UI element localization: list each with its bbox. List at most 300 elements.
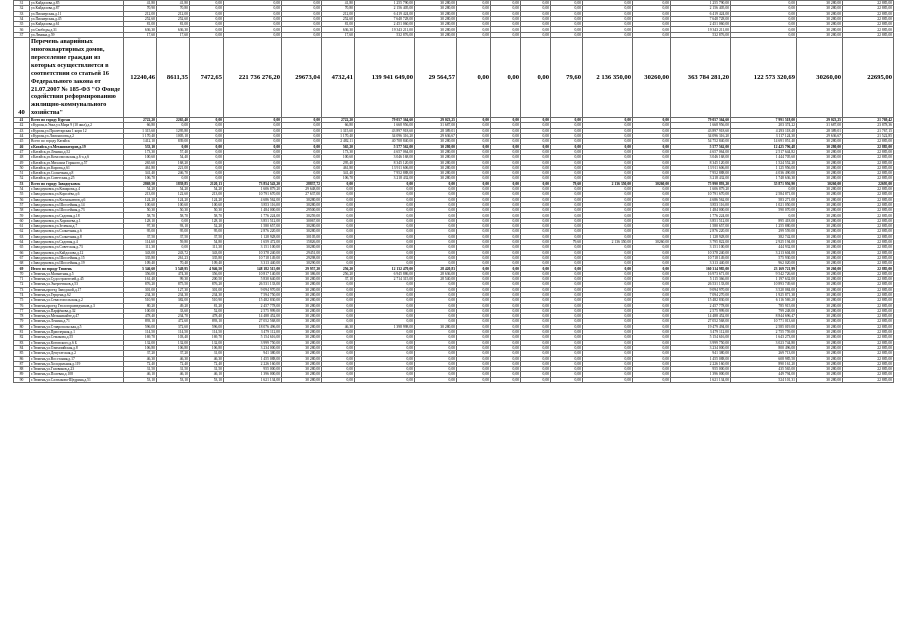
value-cell: 0,00 — [583, 303, 633, 308]
value-cell: 0,00 — [583, 340, 633, 345]
value-cell: 1 197 632,00 — [731, 277, 797, 282]
value-cell: 876,20 — [190, 282, 224, 287]
value-cell: 213,00 — [190, 192, 224, 197]
value-cell: 0,00 — [457, 1, 491, 6]
value-cell: 0,00 — [457, 335, 491, 340]
value-cell: 0,00 — [282, 27, 322, 32]
value-cell: 0,00 — [633, 1, 671, 6]
value-cell: 3 549,95 — [157, 266, 190, 271]
value-cell: 3 851 512,00 — [224, 218, 282, 223]
value-cell: 46,30 — [124, 356, 157, 361]
value-cell: 0,00 — [322, 345, 355, 350]
value-cell: 301,00 — [190, 287, 224, 292]
row-number-cell: 69 — [14, 266, 30, 271]
value-cell: 0,00 — [157, 144, 190, 149]
address-cell: Итого по городу Тюмень — [30, 266, 124, 271]
value-cell: 31 687,00 — [415, 123, 457, 128]
address-cell: г.Заводоуковск,ул.Кайдалова,д.12 — [30, 250, 124, 255]
value-cell: 72,40 — [157, 361, 190, 366]
value-cell: 79,60 — [551, 38, 583, 118]
row-number-cell: 43 — [14, 128, 30, 133]
value-cell: 0,00 — [457, 324, 491, 329]
value-cell: 0,00 — [633, 377, 671, 382]
value-cell: 30 280,00 — [797, 155, 843, 160]
value-cell: 0,00 — [224, 160, 282, 165]
value-cell: 43 897 918,60 — [671, 128, 731, 133]
value-cell: 1 396 000,00 — [224, 372, 282, 377]
value-cell: 34 096 316,20 — [355, 134, 415, 139]
value-cell: 30 280,00 — [797, 255, 843, 260]
value-cell: 2 136 350,00 — [583, 38, 633, 118]
value-cell: 10 718 149,00 — [224, 255, 282, 260]
value-cell: 0,00 — [224, 16, 282, 21]
value-cell: 3 479 112,00 — [224, 330, 282, 335]
value-cell: 22 885,00 — [843, 208, 894, 213]
value-cell: 0,00 — [355, 298, 415, 303]
value-cell: 0,00 — [322, 340, 355, 345]
value-cell: 0,00 — [415, 192, 457, 197]
value-cell: 474,30 — [157, 271, 190, 276]
value-cell: 0,00 — [190, 32, 224, 37]
value-cell: 955 000,00 — [671, 367, 731, 372]
value-cell: 0,00 — [633, 271, 671, 276]
value-cell: 0,00 — [355, 208, 415, 213]
value-cell: 8 345 120,00 — [671, 160, 731, 165]
value-cell: 29 023,25 — [415, 118, 457, 123]
value-cell: 0,00 — [633, 361, 671, 366]
value-cell: 0,00 — [355, 197, 415, 202]
value-cell: 52,20 — [190, 224, 224, 229]
value-cell: 0,00 — [282, 144, 322, 149]
value-cell: 30 280,00 — [282, 361, 322, 366]
value-cell: 22 885,00 — [843, 139, 894, 144]
value-cell: 0,00 — [633, 234, 671, 239]
value-cell: 100,60 — [124, 155, 157, 160]
value-cell: 30 280,00 — [797, 197, 843, 202]
value-cell: 0,00 — [457, 134, 491, 139]
value-cell: 0,00 — [457, 292, 491, 297]
value-cell: 0,00 — [491, 303, 521, 308]
value-cell: 0,00 — [583, 139, 633, 144]
row-number-cell: 84 — [14, 345, 30, 350]
value-cell: 30 280,00 — [797, 27, 843, 32]
value-cell: 0,00 — [551, 282, 583, 287]
value-cell: 1 315,60 — [124, 128, 157, 133]
value-cell: 0,00 — [322, 181, 355, 186]
table-row — [14, 38, 894, 118]
value-cell: 0,00 — [457, 218, 491, 223]
value-cell: 22 885,00 — [843, 224, 894, 229]
value-cell: 30 280,00 — [415, 32, 457, 37]
value-cell: 0,00 — [322, 351, 355, 356]
value-cell: 0,00 — [491, 335, 521, 340]
value-cell: 4 657 064,00 — [355, 149, 415, 154]
value-cell: 0,00 — [491, 1, 521, 6]
value-cell: 0,00 — [457, 314, 491, 319]
value-cell: 46,10 — [124, 372, 157, 377]
value-cell: 0,00 — [355, 351, 415, 356]
value-cell: 97,30 — [124, 224, 157, 229]
value-cell: 2120,13 — [190, 181, 224, 186]
value-cell: 0,00 — [551, 324, 583, 329]
value-cell: 161,40 — [124, 277, 157, 282]
value-cell: 0,00 — [322, 250, 355, 255]
value-cell: 0,00 — [551, 330, 583, 335]
value-cell: 0,00 — [322, 372, 355, 377]
value-cell: 0,00 — [583, 224, 633, 229]
value-cell: 0,00 — [322, 255, 355, 260]
row-number-cell: 34 — [14, 16, 30, 21]
value-cell: 799 248,00 — [731, 308, 797, 313]
value-cell: 93,10 — [157, 224, 190, 229]
value-cell: 22 885,00 — [843, 16, 894, 21]
value-cell: 0,00 — [224, 139, 282, 144]
value-cell: 0,00 — [491, 277, 521, 282]
value-cell: 58,70 — [190, 213, 224, 218]
value-cell: 22 885,00 — [843, 345, 894, 350]
value-cell: 0,00 — [282, 123, 322, 128]
value-cell: 0,00 — [457, 250, 491, 255]
value-cell: 0,00 — [355, 367, 415, 372]
value-cell: 50,30 — [157, 208, 190, 213]
value-cell: 0,00 — [491, 367, 521, 372]
value-cell: 0,00 — [583, 123, 633, 128]
value-cell: 0,00 — [415, 298, 457, 303]
value-cell: 0,00 — [633, 245, 671, 250]
value-cell: 1 398 998,00 — [355, 324, 415, 329]
value-cell: 79,60 — [551, 239, 583, 244]
value-cell: 0,00 — [322, 314, 355, 319]
value-cell: 0,00 — [457, 266, 491, 271]
value-cell: 19 479 494,00 — [671, 324, 731, 329]
value-cell: 66,80 — [322, 123, 355, 128]
value-cell: 0,00 — [633, 134, 671, 139]
value-cell: 0,00 — [457, 165, 491, 170]
value-cell: 0,00 — [551, 6, 583, 11]
value-cell: 0,00 — [583, 208, 633, 213]
value-cell: 1 524 552,20 — [731, 160, 797, 165]
value-cell: 28837,72 — [282, 181, 322, 186]
value-cell: 0,00 — [282, 171, 322, 176]
value-cell: 99,30 — [157, 277, 190, 282]
value-cell: 22695,00 — [843, 181, 894, 186]
value-cell: 0,00 — [190, 155, 224, 160]
value-cell: 0,00 — [551, 202, 583, 207]
value-cell: 532 876,00 — [671, 32, 731, 37]
value-cell: 0,00 — [190, 118, 224, 123]
value-cell: 0,00 — [521, 234, 551, 239]
value-cell: 0,00 — [731, 1, 797, 6]
value-cell: 0,00 — [521, 367, 551, 372]
address-cell: г.Заводоуковск,ул.Космонавтов,д.6 — [30, 197, 124, 202]
value-cell: 0,00 — [491, 118, 521, 123]
value-cell: 29 648,00 — [282, 187, 322, 192]
value-cell: 95,00 — [190, 229, 224, 234]
value-cell: 0,00 — [491, 372, 521, 377]
value-cell: 26 531 133,00 — [671, 282, 731, 287]
value-cell: 30 386,00 — [282, 271, 322, 276]
value-cell: 168,20 — [157, 160, 190, 165]
value-cell: 0,00 — [355, 377, 415, 382]
value-cell: 29 636,67 — [797, 134, 843, 139]
value-cell: 0,00 — [551, 277, 583, 282]
value-cell: 0,00 — [457, 303, 491, 308]
value-cell: 4 946,50 — [190, 266, 224, 271]
value-cell: 0,00 — [521, 292, 551, 297]
value-cell: 0,00 — [551, 314, 583, 319]
value-cell: 0,00 — [521, 345, 551, 350]
value-cell: 0,00 — [633, 197, 671, 202]
value-cell: 0,00 — [633, 32, 671, 37]
value-cell: 22 885,00 — [843, 218, 894, 223]
value-cell: 10 378 240,00 — [671, 250, 731, 255]
row-number-cell: 55 — [14, 192, 30, 197]
value-cell: 0,00 — [521, 38, 551, 118]
value-cell: 30 280,00 — [797, 330, 843, 335]
value-cell: 9 542 726,60 — [731, 271, 797, 276]
address-cell: г.Тюмень,ул.Холодильная,д.119 — [30, 361, 124, 366]
value-cell: 0,00 — [633, 261, 671, 266]
value-cell: 0,00 — [633, 372, 671, 377]
value-cell: 54,80 — [190, 239, 224, 244]
value-cell: 0,00 — [457, 160, 491, 165]
value-cell: 70,80 — [157, 6, 190, 11]
row-number-cell: 50 — [14, 165, 30, 170]
value-cell: 0,00 — [457, 208, 491, 213]
value-cell: 0,00 — [583, 160, 633, 165]
value-cell: 0,00 — [521, 287, 551, 292]
value-cell: 30 280,00 — [282, 372, 322, 377]
value-cell: 109,40 — [190, 261, 224, 266]
value-cell: 0,00 — [521, 160, 551, 165]
value-cell: 510,90 — [190, 298, 224, 303]
address-cell: г.Тюмень,ул.Котовского,д.6 Б — [30, 340, 124, 345]
value-cell: 524 101,31 — [731, 377, 797, 382]
value-cell: 341,40 — [124, 171, 157, 176]
value-cell: 382 742,00 — [731, 234, 797, 239]
value-cell: 0,00 — [457, 345, 491, 350]
value-cell: 636,30 — [322, 27, 355, 32]
value-cell: 5 577 562,00 — [355, 144, 415, 149]
value-cell: 43 897 918,60 — [355, 128, 415, 133]
value-cell: 0,00 — [457, 277, 491, 282]
value-cell: 13 911 606,00 — [671, 165, 731, 170]
value-cell: 0,00 — [190, 139, 224, 144]
address-cell: г.Заводоуковск,ул.Шоссейная,д.14 — [30, 202, 124, 207]
value-cell: 30 280,00 — [797, 345, 843, 350]
value-cell: 22 885,00 — [843, 6, 894, 11]
value-cell: 0,00 — [583, 266, 633, 271]
value-cell: 0,00 — [415, 250, 457, 255]
value-cell: 0,00 — [491, 208, 521, 213]
value-cell: 5 154 616,00 — [224, 335, 282, 340]
value-cell: 106,80 — [190, 345, 224, 350]
value-cell: 0,00 — [551, 361, 583, 366]
value-cell: 3 851 512,00 — [671, 218, 731, 223]
value-cell: 0,00 — [491, 245, 521, 250]
value-cell: 30 280,00 — [797, 11, 843, 16]
value-cell: 111,30 — [190, 245, 224, 250]
value-cell: 382,00 — [157, 298, 190, 303]
row-number-cell: 57 — [14, 202, 30, 207]
value-cell: 0,00 — [521, 351, 551, 356]
value-cell: 22 885,00 — [843, 234, 894, 239]
value-cell: 1412,10 — [124, 139, 157, 144]
value-cell: 30 280,00 — [797, 308, 843, 313]
value-cell: 0,00 — [583, 377, 633, 382]
value-cell: 0,00 — [551, 218, 583, 223]
value-cell: 0,00 — [521, 213, 551, 218]
value-cell: 0,00 — [457, 367, 491, 372]
value-cell: 128,10 — [124, 218, 157, 223]
value-cell: 0,00 — [551, 250, 583, 255]
value-cell: 2 585 019,00 — [731, 324, 797, 329]
address-cell: г.Заводоуковск,ул.Шоссейная,д.19 — [30, 261, 124, 266]
value-cell: 22 885,00 — [843, 277, 894, 282]
value-cell: 100,60 — [157, 202, 190, 207]
value-cell: 0,00 — [491, 165, 521, 170]
value-cell: 0,00 — [415, 361, 457, 366]
value-cell: 0,00 — [491, 308, 521, 313]
value-cell: 0,00 — [521, 266, 551, 271]
value-cell: 256,20 — [322, 271, 355, 276]
value-cell: 0,00 — [583, 282, 633, 287]
row-number-cell: 36 — [14, 27, 30, 32]
address-cell: Перечень аварийных многоквартирных домов, переселение граждан из которых осуществляется в соответствии со статьей 16 Федерального закона от 21.07.2007 № 185-ФЗ "О Фонде содействия реформированию жилищно-коммунального хозяйства" — [30, 38, 124, 118]
value-cell: 0,00 — [583, 287, 633, 292]
value-cell: 4 686 562,00 — [671, 197, 731, 202]
value-cell: 269 713,00 — [731, 351, 797, 356]
value-cell: 0,00 — [633, 165, 671, 170]
row-number-cell: 83 — [14, 340, 30, 345]
value-cell: 22 885,00 — [843, 292, 894, 297]
value-cell: 2869,50 — [124, 181, 157, 186]
value-cell: 0,00 — [583, 128, 633, 133]
value-cell: 1 643 273,00 — [731, 335, 797, 340]
value-cell: 0,00 — [633, 224, 671, 229]
value-cell: 0,00 — [551, 319, 583, 324]
value-cell: 0,00 — [521, 165, 551, 170]
value-cell: 0,00 — [355, 314, 415, 319]
value-cell: 0,00 — [551, 165, 583, 170]
value-cell: 0,00 — [633, 335, 671, 340]
value-cell: 0,00 — [224, 1, 282, 6]
value-cell: 0,00 — [355, 261, 415, 266]
value-cell: 37,50 — [190, 234, 224, 239]
value-cell: 29 564,57 — [415, 38, 457, 118]
value-cell: 0,00 — [551, 377, 583, 382]
value-cell: 12 425 796,48 — [731, 144, 797, 149]
value-cell: 0,00 — [491, 271, 521, 276]
value-cell: 0,00 — [457, 192, 491, 197]
value-cell: 0,00 — [583, 187, 633, 192]
value-cell: 0,00 — [521, 261, 551, 266]
value-cell: 22695,00 — [843, 38, 894, 118]
value-cell: 0,00 — [491, 6, 521, 11]
address-cell: г.Катайск,ул.Кирова,д.61 — [30, 165, 124, 170]
value-cell: 22 885,00 — [843, 372, 894, 377]
row-number-cell: 52 — [14, 176, 30, 181]
value-cell: 1 621 134,00 — [671, 377, 731, 382]
value-cell: 30 280,00 — [797, 208, 843, 213]
value-cell: 0,00 — [491, 192, 521, 197]
value-cell: 0,00 — [322, 239, 355, 244]
value-cell: 0,00 — [551, 155, 583, 160]
value-cell: 22 885,00 — [843, 213, 894, 218]
address-cell: г.Тюмень,ул.Ставропольская,д.5 — [30, 324, 124, 329]
value-cell: 0,00 — [491, 197, 521, 202]
value-cell: 0,00 — [521, 218, 551, 223]
row-number-cell: 45 — [14, 139, 30, 144]
value-cell: 0,00 — [491, 171, 521, 176]
value-cell: 0,00 — [633, 282, 671, 287]
value-cell: 26 531 133,00 — [224, 282, 282, 287]
value-cell: 0,00 — [322, 187, 355, 192]
value-cell: 35 871 956,90 — [731, 181, 797, 186]
value-cell: 0,00 — [322, 224, 355, 229]
value-cell: 21 522,85 — [843, 134, 894, 139]
value-cell: 16 973 671,00 — [671, 271, 731, 276]
value-cell: 895 418,00 — [731, 218, 797, 223]
value-cell: 0,00 — [583, 165, 633, 170]
value-cell: 0,00 — [355, 361, 415, 366]
row-number-cell: 61 — [14, 224, 30, 229]
value-cell: 30 280,00 — [797, 245, 843, 250]
row-number-cell: 40 — [14, 38, 30, 118]
value-cell: 343,00 — [190, 250, 224, 255]
value-cell: 7 094 270,00 — [671, 292, 731, 297]
value-cell: 3 234 000,00 — [224, 345, 282, 350]
value-cell: 1005,10 — [157, 134, 190, 139]
value-cell: 234,30 — [157, 292, 190, 297]
value-cell: 0,00 — [415, 287, 457, 292]
value-cell: 46,30 — [322, 324, 355, 329]
value-cell: 81,00 — [322, 22, 355, 27]
value-cell: 0,00 — [633, 229, 671, 234]
value-cell: 0,00 — [457, 377, 491, 382]
value-cell: 962 020,00 — [731, 261, 797, 266]
value-cell: 0,00 — [551, 171, 583, 176]
value-cell: 1 255 880,00 — [731, 224, 797, 229]
value-cell: 0,00 — [415, 340, 457, 345]
value-cell: 0,00 — [583, 277, 633, 282]
value-cell: 46,10 — [190, 372, 224, 377]
value-cell: 0,00 — [322, 298, 355, 303]
value-cell: 22 885,00 — [843, 250, 894, 255]
value-cell: 0,00 — [355, 213, 415, 218]
value-cell: 30 280,00 — [797, 319, 843, 324]
value-cell: 1 128 928,00 — [224, 234, 282, 239]
value-cell: 0,00 — [633, 277, 671, 282]
value-cell: 0,00 — [521, 377, 551, 382]
value-cell: 10 893 749,60 — [731, 282, 797, 287]
value-cell: 0,00 — [415, 208, 457, 213]
value-cell: 28 389,01 — [797, 128, 843, 133]
value-cell: 0,00 — [457, 155, 491, 160]
value-cell: 0,00 — [190, 6, 224, 11]
value-cell: 8611,35 — [157, 38, 190, 118]
value-cell: 30 280,00 — [282, 282, 322, 287]
value-cell: 0,00 — [224, 171, 282, 176]
value-cell: 1 455 088,00 — [671, 356, 731, 361]
value-cell: 0,00 — [355, 287, 415, 292]
value-cell: 0,00 — [457, 118, 491, 123]
address-cell: г.Заводоуковск,ул.Королёва,д.6 — [30, 192, 124, 197]
value-cell: 0,00 — [415, 335, 457, 340]
value-cell: 0,00 — [551, 208, 583, 213]
value-cell: 0,00 — [457, 372, 491, 377]
value-cell: 22 885,00 — [843, 160, 894, 165]
